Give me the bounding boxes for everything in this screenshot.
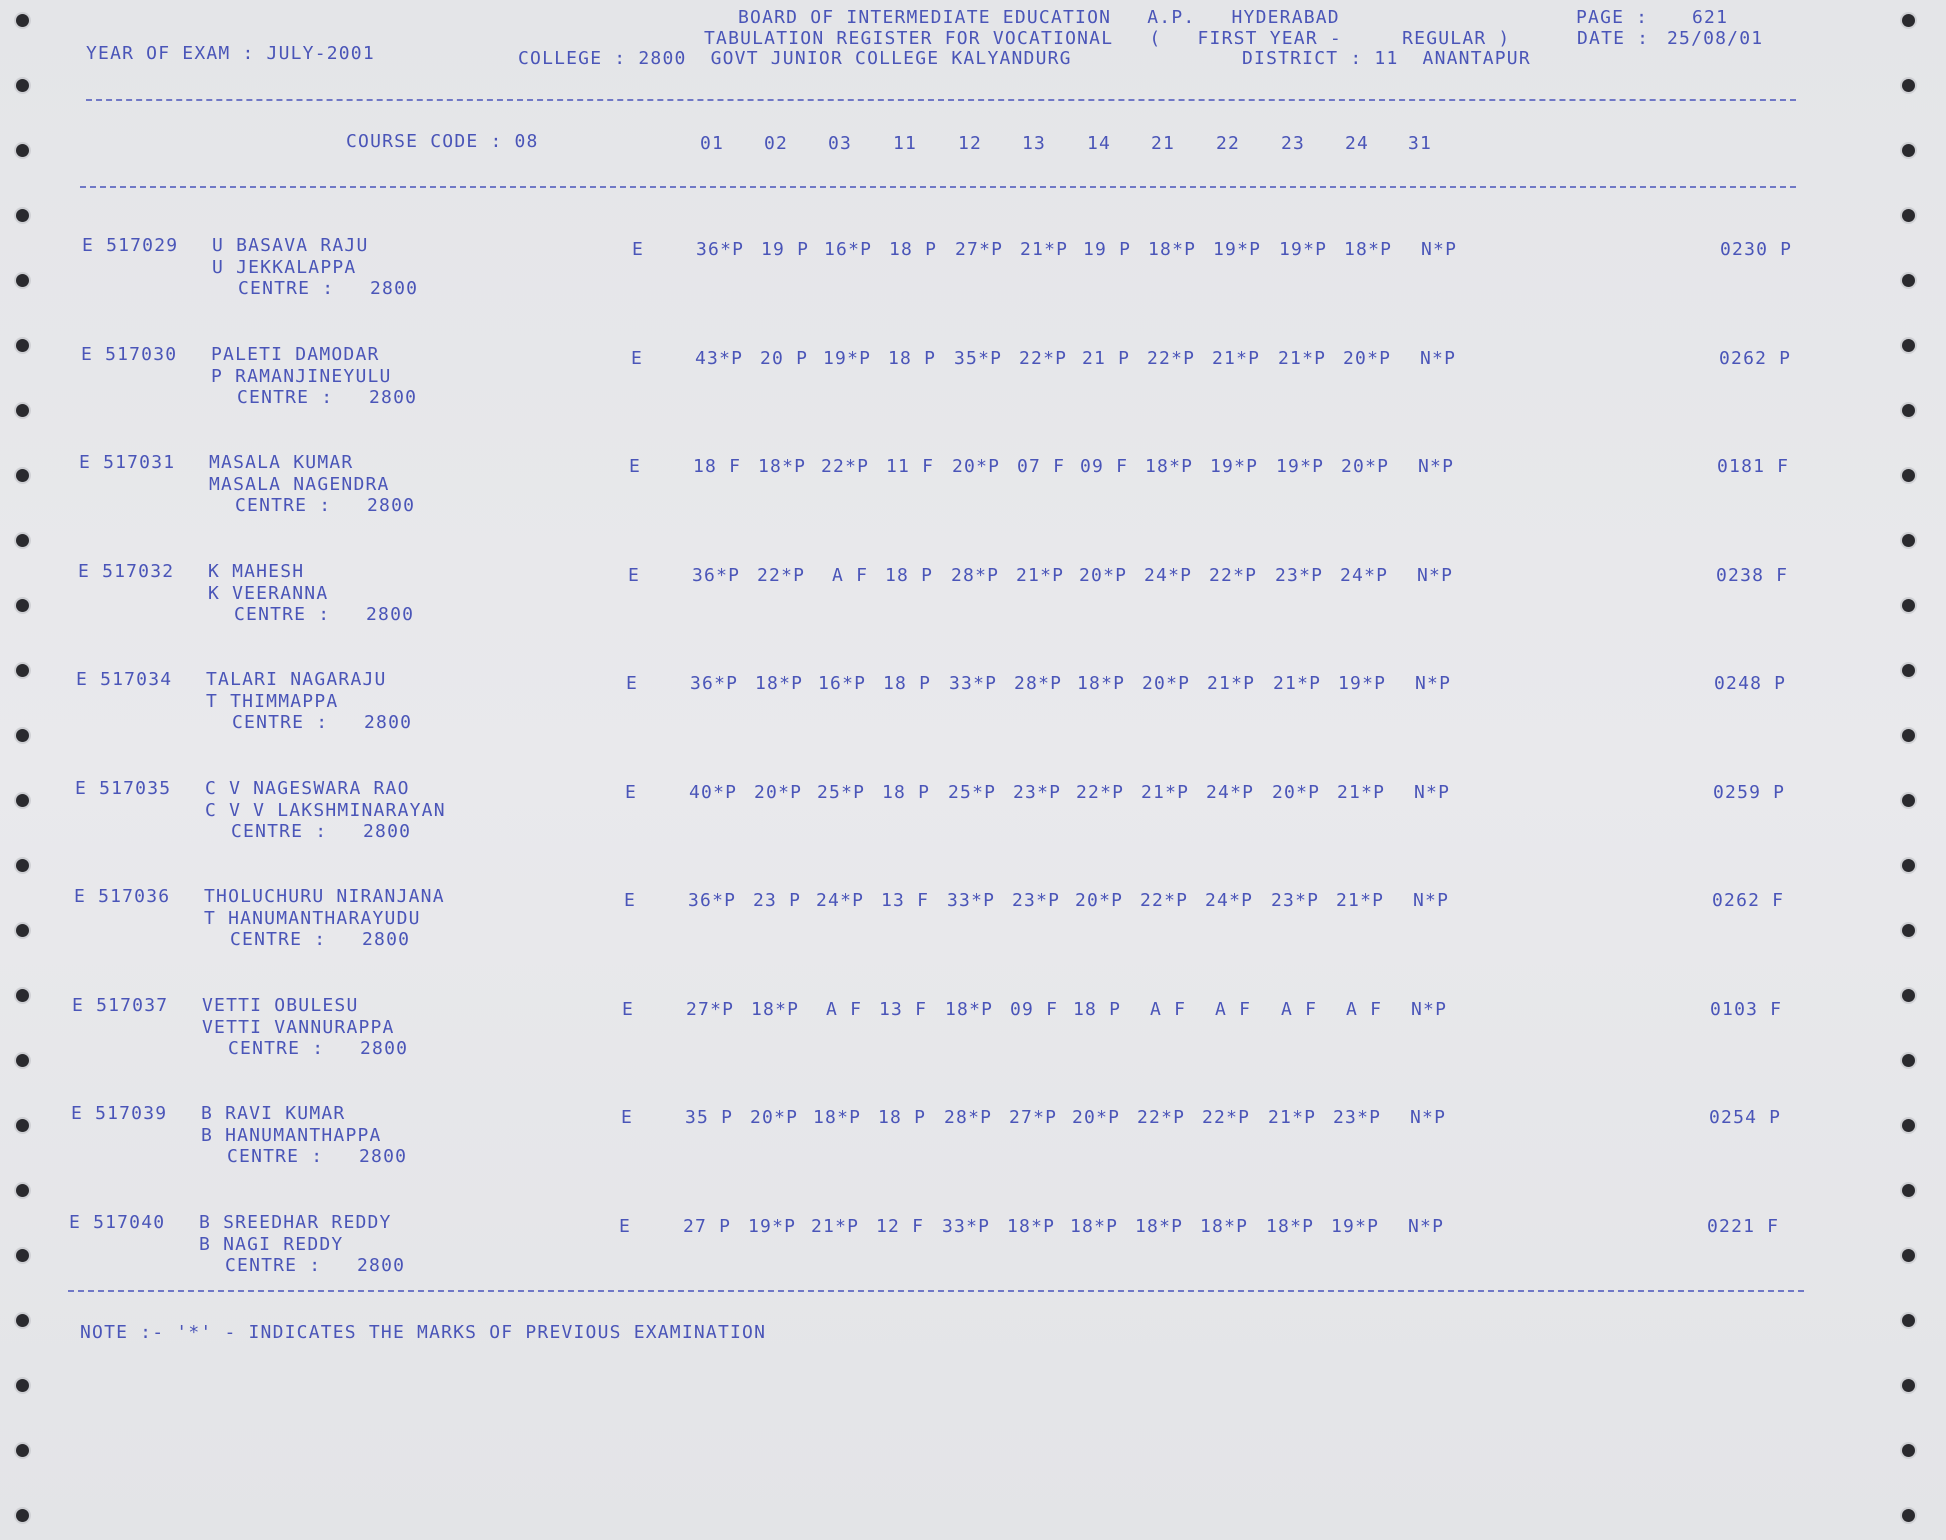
tractor-hole xyxy=(16,989,29,1002)
tractor-hole xyxy=(1902,924,1915,937)
subject-mark: 23*P xyxy=(1013,781,1062,803)
subject-mark: 19*P xyxy=(1338,673,1387,694)
tractor-hole xyxy=(1902,729,1915,742)
subject-mark: 18*P xyxy=(1200,1215,1249,1237)
subject-mark: N*P xyxy=(1408,1215,1445,1237)
father-name: U JEKKALAPPA xyxy=(212,257,357,278)
subject-mark: 18 P xyxy=(1073,998,1122,1020)
subject-mark: 12 F xyxy=(876,1215,925,1237)
subject-mark: 19 P xyxy=(761,239,810,260)
tractor-hole xyxy=(1902,1444,1915,1457)
subject-code-header: 31 xyxy=(1408,133,1433,154)
subject-mark: 18*P xyxy=(755,673,804,694)
centre-code: 2800 xyxy=(362,929,411,950)
tractor-hole xyxy=(1902,599,1915,612)
subject-mark: A F xyxy=(1269,998,1318,1020)
subject-mark: 20*P xyxy=(1075,890,1124,911)
subject-mark: 22*P xyxy=(1019,347,1068,369)
student-name: THOLUCHURU NIRANJANA xyxy=(204,886,445,907)
subject-mark: 23*P xyxy=(1275,564,1324,586)
subject-mark: 33*P xyxy=(942,1215,991,1237)
hall-ticket-number: E 517031 xyxy=(79,452,176,473)
subject-mark: 24*P xyxy=(816,890,865,911)
hall-ticket-number: E 517036 xyxy=(74,886,171,907)
subject-code-header: 11 xyxy=(893,133,918,154)
date-label: DATE : xyxy=(1577,28,1650,49)
father-name: P RAMANJINEYULU xyxy=(211,365,392,387)
subject-mark: N*P xyxy=(1421,239,1458,260)
student-name: C V NAGESWARA RAO xyxy=(205,777,410,799)
medium-code: E xyxy=(619,1215,632,1237)
register-title: TABULATION REGISTER FOR VOCATIONAL ( FIRST YEAR - REGULAR ) xyxy=(704,28,1511,49)
student-name: PALETI DAMODAR xyxy=(211,343,380,365)
tractor-hole xyxy=(16,1119,29,1132)
subject-mark: 20*P xyxy=(952,456,1001,477)
subject-mark: 18*P xyxy=(1344,239,1393,260)
centre-label: CENTRE : xyxy=(235,495,332,516)
right-tractor-holes xyxy=(1902,0,1932,1540)
subject-mark: 18*P xyxy=(1266,1215,1315,1237)
subject-mark: 23*P xyxy=(1271,890,1320,911)
tractor-hole xyxy=(1902,794,1915,807)
centre-code: 2800 xyxy=(360,1037,409,1059)
subject-mark: 21*P xyxy=(1278,347,1327,369)
tractor-hole xyxy=(1902,469,1915,482)
subject-code-header: 22 xyxy=(1216,133,1241,154)
subject-mark: 16*P xyxy=(818,673,867,694)
father-name: K VEERANNA xyxy=(208,582,329,604)
subject-mark: 23*P xyxy=(1012,890,1061,911)
subject-mark: 20*P xyxy=(754,781,803,803)
subject-mark: 20*P xyxy=(1341,456,1390,477)
tractor-hole xyxy=(16,794,29,807)
tractor-hole xyxy=(16,729,29,742)
tractor-hole xyxy=(1902,989,1915,1002)
subject-mark: 18*P xyxy=(1145,456,1194,477)
centre-code: 2800 xyxy=(370,278,419,299)
subject-code-header: 13 xyxy=(1022,133,1047,154)
father-name: MASALA NAGENDRA xyxy=(209,474,390,495)
subject-mark: 21*P xyxy=(1268,1107,1317,1128)
subject-mark: 19*P xyxy=(748,1215,797,1237)
subject-mark: 36*P xyxy=(696,239,745,260)
subject-mark: 18*P xyxy=(1135,1215,1184,1237)
subject-mark: 24*P xyxy=(1340,564,1389,586)
subject-mark: N*P xyxy=(1410,1107,1447,1128)
tractor-hole xyxy=(1902,209,1915,222)
centre-label: CENTRE : xyxy=(231,820,328,842)
tractor-hole xyxy=(1902,664,1915,677)
page-number: 621 xyxy=(1692,7,1729,28)
medium-code: E xyxy=(629,456,642,477)
tractor-hole xyxy=(16,1184,29,1197)
centre-label: CENTRE : xyxy=(225,1254,322,1276)
subject-mark: N*P xyxy=(1420,347,1457,369)
subject-mark: N*P xyxy=(1411,998,1448,1020)
centre-code: 2800 xyxy=(367,495,416,516)
subject-mark: 20*P xyxy=(1072,1107,1121,1128)
tractor-hole xyxy=(1902,79,1915,92)
subject-mark: 07 F xyxy=(1017,456,1066,477)
subject-mark: 18 P xyxy=(878,1107,927,1128)
tractor-hole xyxy=(16,274,29,287)
subject-mark: 24*P xyxy=(1144,564,1193,586)
subject-mark: 21*P xyxy=(1207,673,1256,694)
subject-mark: 21*P xyxy=(1273,673,1322,694)
subject-code-header: 14 xyxy=(1087,133,1112,154)
subject-mark: 33*P xyxy=(947,890,996,911)
centre-code: 2800 xyxy=(366,603,415,625)
subject-mark: 25*P xyxy=(817,781,866,803)
subject-mark: 19*P xyxy=(1210,456,1259,477)
subject-mark: 22*P xyxy=(821,456,870,477)
subject-mark: 22*P xyxy=(1202,1107,1251,1128)
tractor-hole xyxy=(1902,144,1915,157)
subject-mark: 18*P xyxy=(1148,239,1197,260)
student-name: TALARI NAGARAJU xyxy=(206,669,387,690)
subject-mark: 22*P xyxy=(757,564,806,586)
subject-mark: 18 P xyxy=(883,673,932,694)
hall-ticket-number: E 517037 xyxy=(72,994,169,1016)
subject-mark: 20*P xyxy=(750,1107,799,1128)
tractor-hole xyxy=(16,1054,29,1067)
tractor-hole xyxy=(1902,1184,1915,1197)
total-result: 0254 P xyxy=(1709,1107,1782,1128)
subject-mark: 43*P xyxy=(695,347,744,369)
subject-mark: 09 F xyxy=(1010,998,1059,1020)
student-name: U BASAVA RAJU xyxy=(212,235,369,256)
tractor-hole xyxy=(16,144,29,157)
subject-mark: 13 F xyxy=(881,890,930,911)
board-title: BOARD OF INTERMEDIATE EDUCATION A.P. HYDERABAD xyxy=(738,7,1340,28)
subject-mark: A F xyxy=(1138,998,1187,1020)
centre-label: CENTRE : xyxy=(227,1146,324,1167)
subject-mark: 40*P xyxy=(689,781,738,803)
tractor-hole xyxy=(1902,859,1915,872)
subject-mark: 09 F xyxy=(1080,456,1129,477)
tractor-hole xyxy=(1902,339,1915,352)
subject-mark: A F xyxy=(1203,998,1252,1020)
subject-mark: 28*P xyxy=(944,1107,993,1128)
college-info: COLLEGE : 2800 GOVT JUNIOR COLLEGE KALYANDURG xyxy=(518,48,1072,69)
subject-mark: 20*P xyxy=(1079,564,1128,586)
subject-mark: 18*P xyxy=(751,998,800,1020)
subject-mark: 27*P xyxy=(1009,1107,1058,1128)
total-result: 0221 F xyxy=(1707,1215,1780,1237)
subject-mark: 24*P xyxy=(1206,781,1255,803)
father-name: T THIMMAPPA xyxy=(206,691,339,712)
tractor-hole xyxy=(1902,1249,1915,1262)
student-name: B SREEDHAR REDDY xyxy=(199,1211,392,1233)
subject-mark: 22*P xyxy=(1147,347,1196,369)
centre-code: 2800 xyxy=(359,1146,408,1167)
tractor-hole xyxy=(1902,1054,1915,1067)
centre-code: 2800 xyxy=(363,820,412,842)
column-header-divider xyxy=(80,186,1796,188)
medium-code: E xyxy=(622,998,635,1020)
hall-ticket-number: E 517030 xyxy=(81,343,178,365)
subject-mark: 19*P xyxy=(823,347,872,369)
subject-mark: N*P xyxy=(1414,781,1451,803)
student-name: MASALA KUMAR xyxy=(209,452,354,473)
date-value: 25/08/01 xyxy=(1667,28,1764,49)
tractor-hole xyxy=(16,339,29,352)
centre-label: CENTRE : xyxy=(237,386,334,408)
footer-divider xyxy=(68,1290,1804,1292)
student-name: VETTI OBULESU xyxy=(202,994,359,1016)
subject-mark: 24*P xyxy=(1205,890,1254,911)
tractor-hole xyxy=(16,79,29,92)
hall-ticket-number: E 517039 xyxy=(71,1103,168,1124)
subject-mark: 23*P xyxy=(1333,1107,1382,1128)
subject-mark: 21*P xyxy=(1212,347,1261,369)
subject-mark: 19*P xyxy=(1279,239,1328,260)
subject-mark: 33*P xyxy=(949,673,998,694)
subject-mark: 22*P xyxy=(1140,890,1189,911)
medium-code: E xyxy=(632,239,645,260)
tractor-hole xyxy=(16,14,29,27)
total-result: 0248 P xyxy=(1714,673,1787,694)
total-result: 0103 F xyxy=(1710,998,1783,1020)
tractor-hole xyxy=(16,1379,29,1392)
total-result: 0181 F xyxy=(1717,456,1790,477)
subject-mark: 16*P xyxy=(824,239,873,260)
district-info: DISTRICT : 11 ANANTAPUR xyxy=(1242,48,1531,69)
tractor-hole xyxy=(1902,274,1915,287)
centre-label: CENTRE : xyxy=(228,1037,325,1059)
subject-mark: N*P xyxy=(1415,673,1452,694)
subject-mark: 35*P xyxy=(954,347,1003,369)
subject-mark: 20 P xyxy=(760,347,809,369)
subject-mark: 18*P xyxy=(1007,1215,1056,1237)
subject-code-header: 12 xyxy=(958,133,983,154)
centre-code: 2800 xyxy=(357,1254,406,1276)
medium-code: E xyxy=(626,673,639,694)
centre-code: 2800 xyxy=(369,386,418,408)
tractor-hole xyxy=(16,1509,29,1522)
subject-mark: 22*P xyxy=(1209,564,1258,586)
tractor-hole xyxy=(1902,404,1915,417)
subject-mark: 28*P xyxy=(1014,673,1063,694)
footer-note: NOTE :- '*' - INDICATES THE MARKS OF PREVIOUS EXAMINATION xyxy=(80,1322,767,1343)
tractor-hole xyxy=(16,1249,29,1262)
subject-mark: 18 P xyxy=(888,347,937,369)
subject-mark: 22*P xyxy=(1076,781,1125,803)
hall-ticket-number: E 517029 xyxy=(82,235,179,256)
total-result: 0262 P xyxy=(1719,347,1792,369)
subject-mark: A F xyxy=(820,564,869,586)
medium-code: E xyxy=(621,1107,634,1128)
student-name: K MAHESH xyxy=(208,560,305,582)
subject-mark: 18 P xyxy=(885,564,934,586)
father-name: VETTI VANNURAPPA xyxy=(202,1016,395,1038)
subject-mark: 11 F xyxy=(886,456,935,477)
subject-mark: 19*P xyxy=(1276,456,1325,477)
subject-mark: N*P xyxy=(1417,564,1454,586)
subject-mark: N*P xyxy=(1418,456,1455,477)
subject-mark: 21*P xyxy=(1020,239,1069,260)
header-divider xyxy=(86,99,1796,101)
subject-mark: 19*P xyxy=(1213,239,1262,260)
subject-mark: 23 P xyxy=(753,890,802,911)
tractor-hole xyxy=(1902,534,1915,547)
subject-mark: 19 P xyxy=(1083,239,1132,260)
father-name: T HANUMANTHARAYUDU xyxy=(204,908,421,929)
subject-mark: 18*P xyxy=(945,998,994,1020)
subject-code-header: 21 xyxy=(1151,133,1176,154)
page-label: PAGE : xyxy=(1576,7,1649,28)
subject-mark: 19*P xyxy=(1331,1215,1380,1237)
subject-mark: 21*P xyxy=(811,1215,860,1237)
subject-mark: 21*P xyxy=(1016,564,1065,586)
tractor-hole xyxy=(16,534,29,547)
subject-mark: 25*P xyxy=(948,781,997,803)
tractor-hole xyxy=(16,404,29,417)
centre-label: CENTRE : xyxy=(230,929,327,950)
subject-mark: 36*P xyxy=(688,890,737,911)
subject-mark: 27*P xyxy=(686,998,735,1020)
subject-code-header: 24 xyxy=(1345,133,1370,154)
subject-mark: 20*P xyxy=(1142,673,1191,694)
hall-ticket-number: E 517035 xyxy=(75,777,172,799)
tractor-hole xyxy=(16,859,29,872)
medium-code: E xyxy=(624,890,637,911)
hall-ticket-number: E 517034 xyxy=(76,669,173,690)
subject-mark: N*P xyxy=(1413,890,1450,911)
subject-code-header: 01 xyxy=(700,133,725,154)
total-result: 0259 P xyxy=(1713,781,1786,803)
left-tractor-holes xyxy=(16,0,46,1540)
subject-mark: 20*P xyxy=(1272,781,1321,803)
tractor-hole xyxy=(1902,1509,1915,1522)
medium-code: E xyxy=(625,781,638,803)
subject-mark: 18*P xyxy=(813,1107,862,1128)
tractor-hole xyxy=(1902,1379,1915,1392)
subject-mark: 35 P xyxy=(685,1107,734,1128)
subject-code-header: 23 xyxy=(1281,133,1306,154)
subject-mark: 18 F xyxy=(693,456,742,477)
medium-code: E xyxy=(628,564,641,586)
hall-ticket-number: E 517032 xyxy=(78,560,175,582)
subject-mark: 21*P xyxy=(1141,781,1190,803)
father-name: B NAGI REDDY xyxy=(199,1233,344,1255)
subject-code-header: 02 xyxy=(764,133,789,154)
subject-mark: 28*P xyxy=(951,564,1000,586)
centre-label: CENTRE : xyxy=(232,712,329,733)
subject-mark: 18*P xyxy=(758,456,807,477)
tractor-hole xyxy=(16,209,29,222)
subject-mark: 21 P xyxy=(1082,347,1131,369)
tractor-hole xyxy=(1902,1314,1915,1327)
subject-mark: 27 P xyxy=(683,1215,732,1237)
father-name: B HANUMANTHAPPA xyxy=(201,1125,382,1146)
subject-mark: 21*P xyxy=(1337,781,1386,803)
student-name: B RAVI KUMAR xyxy=(201,1103,346,1124)
subject-mark: 27*P xyxy=(955,239,1004,260)
tractor-hole xyxy=(16,664,29,677)
total-result: 0262 F xyxy=(1712,890,1785,911)
centre-code: 2800 xyxy=(364,712,413,733)
subject-mark: 18 P xyxy=(882,781,931,803)
subject-mark: 21*P xyxy=(1336,890,1385,911)
subject-mark: 20*P xyxy=(1343,347,1392,369)
total-result: 0238 F xyxy=(1716,564,1789,586)
tractor-hole xyxy=(16,599,29,612)
subject-mark: 36*P xyxy=(692,564,741,586)
subject-mark: 13 F xyxy=(879,998,928,1020)
tractor-hole xyxy=(16,469,29,482)
hall-ticket-number: E 517040 xyxy=(69,1211,166,1233)
tractor-hole xyxy=(16,924,29,937)
subject-mark: 22*P xyxy=(1137,1107,1186,1128)
subject-mark: A F xyxy=(814,998,863,1020)
centre-label: CENTRE : xyxy=(234,603,331,625)
subject-code-header: 03 xyxy=(828,133,853,154)
subject-mark: 18*P xyxy=(1077,673,1126,694)
year-of-exam: YEAR OF EXAM : JULY-2001 xyxy=(86,43,375,64)
subject-mark: 18*P xyxy=(1070,1215,1119,1237)
tractor-hole xyxy=(16,1314,29,1327)
medium-code: E xyxy=(631,347,644,369)
father-name: C V V LAKSHMINARAYAN xyxy=(205,799,446,821)
subject-mark: A F xyxy=(1334,998,1383,1020)
subject-mark: 36*P xyxy=(690,673,739,694)
subject-mark: 18 P xyxy=(889,239,938,260)
tractor-hole xyxy=(1902,14,1915,27)
total-result: 0230 P xyxy=(1720,239,1793,260)
centre-label: CENTRE : xyxy=(238,278,335,299)
course-code: COURSE CODE : 08 xyxy=(346,131,539,152)
tractor-hole xyxy=(1902,1119,1915,1132)
tractor-hole xyxy=(16,1444,29,1457)
